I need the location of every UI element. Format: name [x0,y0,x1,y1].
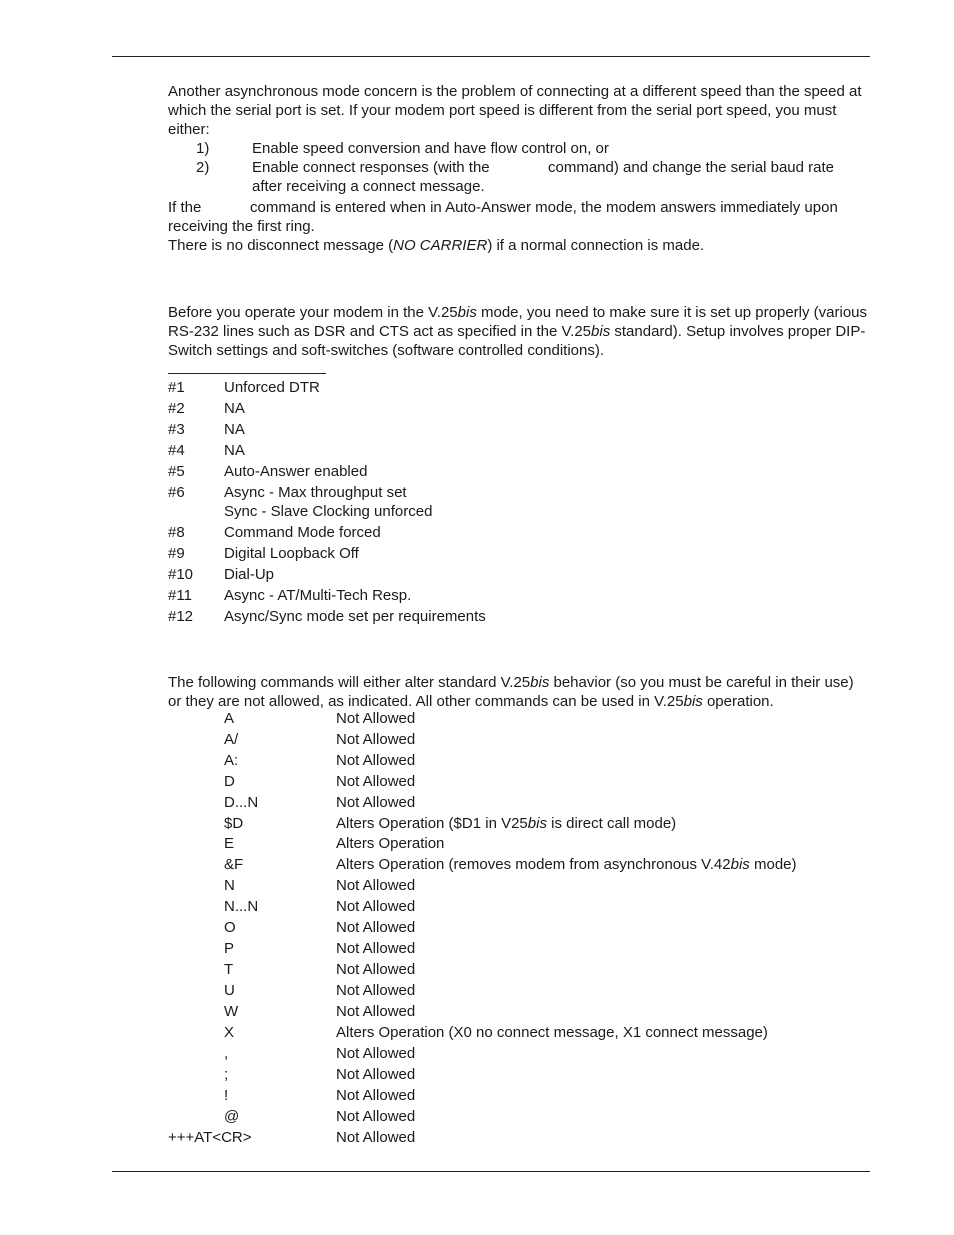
table-row [0,729,954,750]
command-cell: P [224,940,235,957]
status-cell: Not Allowed [336,773,416,790]
command-cell: ! [224,1087,229,1104]
top-rule [112,56,870,57]
list-item [0,419,954,440]
list-item [0,522,954,543]
command-cell: D [224,773,235,790]
list-item-text: after receiving a connect message. [252,178,485,195]
list-item [0,564,954,585]
switch-number: #6 [168,484,185,501]
setup-paragraph: Before you operate your modem in the V.25bis mode, you need to make sure it is set up properly (various RS-232 lines such as DSR and CTS act as specified in the V.25bis standard). Setup involves proper DIP-Switch settings and soft-switches (software controlled conditions). [168,304,868,359]
command-cell: A [224,710,235,727]
list-item [0,377,954,398]
command-cell: N...N [224,898,259,915]
switch-number: #8 [168,524,185,541]
table-row [0,750,954,771]
list-item [0,543,954,564]
switch-number: #4 [168,442,185,459]
table-row [0,1022,954,1043]
command-cell: @ [224,1108,240,1125]
list-item-text: Enable speed conversion and have flow control on, or [252,140,609,157]
list-item [0,606,954,627]
switch-number: #2 [168,400,185,417]
command-cell: N [224,877,235,894]
status-cell: Not Allowed [336,1129,416,1146]
table-row [0,708,954,729]
list-item [0,398,954,419]
status-cell: Not Allowed [336,919,416,936]
commands-table [0,708,954,1153]
list-item [0,585,954,606]
status-cell: Not Allowed [336,982,416,999]
list-item [0,482,954,503]
table-row [0,792,954,813]
table-row [0,1064,954,1085]
autoanswer-text: command is entered when in Auto-Answer mode, the modem answers immediately upon receiving the first ring. [168,199,838,235]
status-cell: Not Allowed [336,1045,416,1062]
status-cell: Not Allowed [336,710,416,727]
status-cell: Not Allowed [336,898,416,915]
bottom-rule [112,1171,870,1172]
table-row [0,980,954,1001]
switch-number: #9 [168,545,185,562]
switch-number: #5 [168,463,185,480]
table-row [0,833,954,854]
status-cell: Not Allowed [336,1087,416,1104]
status-cell: Not Allowed [336,961,416,978]
table-row [0,917,954,938]
command-cell: &F [224,856,244,873]
command-cell: W [224,1003,239,1020]
list-item [0,440,954,461]
table-row [0,1085,954,1106]
commands-intro-paragraph: The following commands will either alter standard V.25bis behavior (so you must be careful in their use) or they are not allowed, as indicated. All other commands can be used in V.25bis operation. [168,674,854,710]
list-number: 2) [196,159,210,176]
switch-label: Async - Max throughput set [224,484,407,501]
switch-label: Async - AT/Multi-Tech Resp. [224,587,412,604]
list-number: 1) [196,140,210,157]
status-cell: Not Allowed [336,1003,416,1020]
switch-label: Dial-Up [224,566,275,583]
switch-number: #10 [168,566,194,583]
switch-label: Auto-Answer enabled [224,463,368,480]
switch-label: Sync - Slave Clocking unforced [224,503,433,520]
switch-heading-rule [168,373,326,374]
status-cell: Not Allowed [336,752,416,769]
list-item [0,501,954,522]
switch-label: Command Mode forced [224,524,381,541]
status-cell: Alters Operation (X0 no connect message, X1 connect message) [336,1024,768,1041]
command-cell: X [224,1024,235,1041]
table-row [0,959,954,980]
status-cell: Alters Operation ($D1 in V25bis is direct call mode) [336,815,677,832]
command-cell: U [224,982,235,999]
switch-number: #3 [168,421,185,438]
table-row [0,1001,954,1022]
disconnect-note: There is no disconnect message (NO CARRIER) if a normal connection is made. [168,237,705,254]
switch-list [0,377,954,627]
table-row [0,1043,954,1064]
table-row [0,1127,954,1148]
command-cell: $D [224,815,244,832]
table-row [0,854,954,875]
command-cell: +++AT<CR> [168,1129,252,1146]
command-cell: ; [224,1066,229,1083]
command-cell: E [224,835,235,852]
table-row [0,813,954,834]
switch-label: NA [224,442,245,459]
command-cell: O [224,919,236,936]
table-row [0,771,954,792]
switch-number: #12 [168,608,194,625]
table-row [0,875,954,896]
command-cell: , [224,1045,229,1062]
table-row [0,896,954,917]
list-item [0,461,954,482]
command-cell: A/ [224,731,239,748]
switch-number: #1 [168,379,185,396]
switch-label: Unforced DTR [224,379,320,396]
switch-label: Async/Sync mode set per requirements [224,608,486,625]
status-cell: Not Allowed [336,731,416,748]
list-item-text: Enable connect responses (with the [252,159,490,176]
list-item-text: command) and change the serial baud rate [548,159,835,176]
status-cell: Alters Operation [336,835,445,852]
table-row [0,1106,954,1127]
status-cell: Not Allowed [336,1108,416,1125]
status-cell: Not Allowed [336,877,416,894]
command-cell: A: [224,752,239,769]
status-cell: Not Allowed [336,940,416,957]
status-cell: Not Allowed [336,1066,416,1083]
command-cell: T [224,961,234,978]
switch-label: NA [224,421,245,438]
status-cell: Alters Operation (removes modem from asynchronous V.42bis mode) [336,856,797,873]
intro-paragraph: Another asynchronous mode concern is the problem of connecting at a different speed than the speed at which the serial port is set. If your modem port speed is different from the serial port speed, you must either: [168,83,862,138]
switch-label: Digital Loopback Off [224,545,359,562]
switch-label: NA [224,400,245,417]
command-cell: D...N [224,794,259,811]
table-row [0,938,954,959]
switch-number: #11 [168,587,192,604]
autoanswer-text-start: If the [168,199,202,216]
status-cell: Not Allowed [336,794,416,811]
